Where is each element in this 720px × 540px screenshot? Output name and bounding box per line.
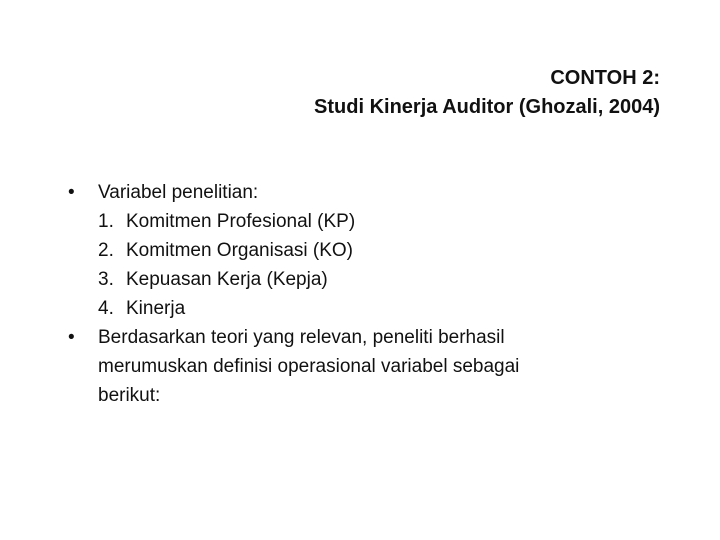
bullet-icon: • <box>68 182 75 203</box>
list-item-number: 1. <box>98 211 114 232</box>
bullet-icon: • <box>68 327 75 348</box>
bullet-text-line: merumuskan definisi operasional variabel sebagai <box>98 356 520 377</box>
bullet-text-variables: Variabel penelitian: <box>98 182 259 203</box>
list-item-label: Kinerja <box>126 298 186 319</box>
list-item-number: 2. <box>98 240 114 261</box>
bullet-item-definition <box>60 323 660 410</box>
list-item-number: 4. <box>98 298 114 319</box>
bullet-text-definition <box>98 323 660 410</box>
slide-title <box>100 64 660 122</box>
title-line-1: CONTOH 2: <box>550 67 660 89</box>
list-item <box>60 265 660 294</box>
list-item-label: Komitmen Profesional (KP) <box>126 211 356 232</box>
bullet-text-line: berikut: <box>98 385 161 406</box>
list-item-label: Kepuasan Kerja (Kepja) <box>126 269 328 290</box>
title-line-2: Studi Kinerja Auditor (Ghozali, 2004) <box>314 96 660 118</box>
bullet-text-line: Berdasarkan teori yang relevan, peneliti berhasil <box>98 327 505 348</box>
list-item-label: Komitmen Organisasi (KO) <box>126 240 354 261</box>
list-item <box>60 236 660 265</box>
list-item <box>60 294 660 323</box>
bullet-item-variables <box>60 178 660 207</box>
list-item-number: 3. <box>98 269 114 290</box>
list-item <box>60 207 660 236</box>
slide-content <box>60 178 660 410</box>
variable-list <box>60 207 660 323</box>
